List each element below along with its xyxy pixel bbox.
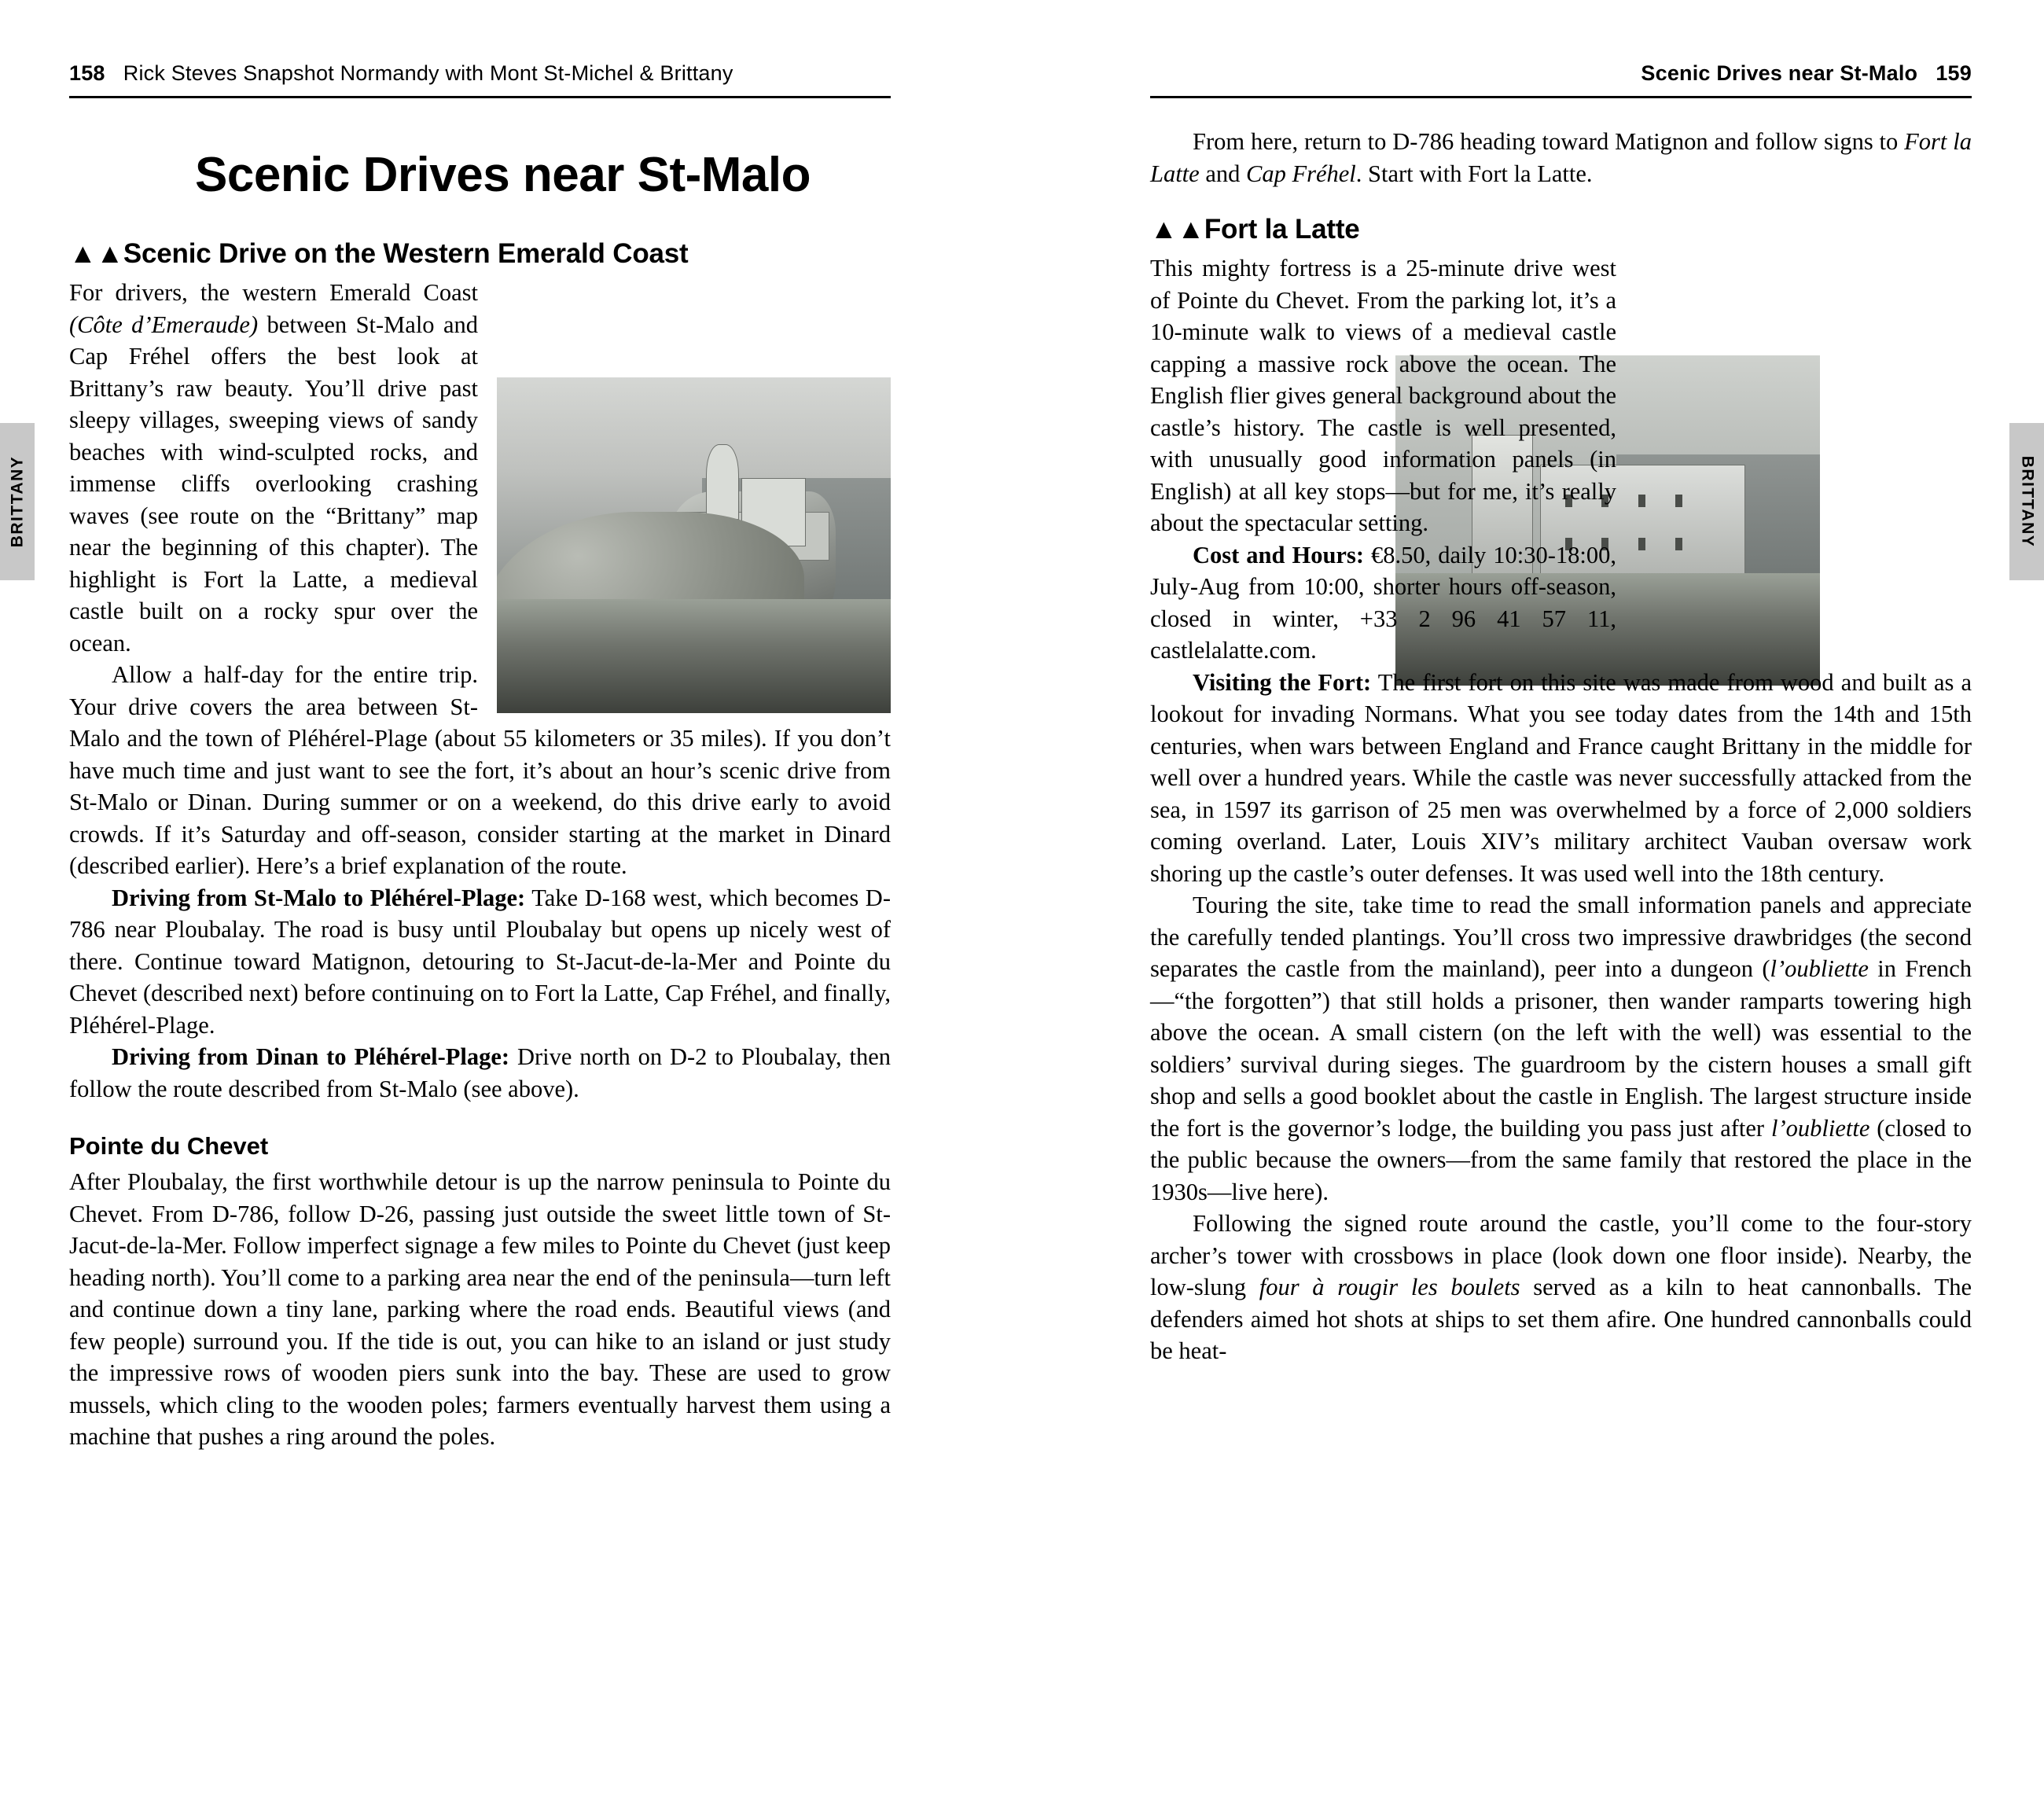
paragraph-return-d786: From here, return to D-786 heading toward Matignon and follow signs to Fort la Latte and Cap Fréhel. Start with Fort la Latte. <box>1150 128 1972 187</box>
paragraph-driving-stmalo: Driving from St-Malo to Pléhérel-Plage: Take D-168 west, which becomes D-786 near Ploubalay. The road is busy until Ploubalay but opens up nicely west of there. Continue toward Matignon, detouring to St-Jacut-de-la-Mer and Pointe du Chevet (described next) before continuing on to Fort la Latte, Cap Fréhel, and finally, Pléhérel-Plage. <box>69 884 891 1039</box>
subsection-heading-pointe-du-chevet: Pointe du Chevet <box>69 1132 269 1160</box>
thumb-tab-left-label: BRITTANY <box>8 455 27 548</box>
paragraph-intro: For drivers, the western Emerald Coast (Côte d’Emeraude) between St-Malo and Cap Fréhel offers the best look at Brittany’s raw beauty. You’ll drive past sleepy villages, sweeping views of sandy beaches with wind-sculpted rocks, and immense cliffs overlooking crashing waves (see route on the “Brittany” map near the beginning of this chapter). The highlight is Fort la Latte, a medieval castle built on a rocky spur over the ocean. <box>69 279 478 657</box>
running-head-right-title: Scenic Drives near St-Malo <box>1641 61 1918 85</box>
section-heading-scenic-drive: ▲▲Scenic Drive on the Western Emerald Coast <box>69 238 689 269</box>
thumb-tab-left <box>0 423 35 580</box>
paragraph-pointe-du-chevet: After Ploubalay, the first worthwhile detour is up the narrow peninsula to Pointe du Chevet. From D-786, follow D-26, passing just outside the sweet little town of St-Jacut-de-la-Mer. Follow imperfect signage a few miles to Pointe du Chevet (just keep heading north). You’ll come to a parking area near the end of the peninsula—turn left and continue down a tiny lane, parking where the road ends. Beautiful views (and few people) surround you. If the tide is out, you can hike to an island or just study the impressive rows of wooden piers sunk into the bay. These are used to grow mussels, which cling to the wooden poles; farmers eventually harvest them using a machine that pushes a ring around the poles. <box>69 1168 891 1450</box>
running-head-rule-right <box>1150 96 1972 98</box>
left-page-column <box>69 126 891 1453</box>
photo-wrap-spacer <box>478 370 891 717</box>
section-heading-fort-la-latte: ▲▲Fort la Latte <box>1150 214 1360 245</box>
running-head-left <box>69 61 733 86</box>
paragraph-fort-intro: This mighty fortress is a 25-minute drive west of Pointe du Chevet. From the parking lot, it’s a 10-minute walk to views of a medieval castle capping a massive rock above the ocean. The English flier gives general background about the castle’s history. The castle is well presented, with unusually good information panels (in English) at all key stops—but for me, it’s really about the spectacular setting. <box>1150 255 1616 536</box>
running-head-left-title: Rick Steves Snapshot Normandy with Mont St-Michel & Brittany <box>123 61 733 85</box>
page-title: Scenic Drives near St-Malo <box>195 148 811 202</box>
running-head-rule-left <box>69 96 891 98</box>
paragraph-driving-dinan: Driving from Dinan to Pléhérel-Plage: Drive north on D-2 to Ploubalay, then follow the route described from St-Malo (see above). <box>69 1043 891 1102</box>
folio-left: 158 <box>69 61 105 85</box>
paragraph-touring-the-site: Touring the site, take time to read the small information panels and appreciate the carefully tended plantings. You’ll cross two impressive drawbridges (the second separates the castle from the mainland), peer into a dungeon (l’oubliette in French—“the forgotten”) that still holds a prisoner, then wander ramparts towering high above the ocean. A small cistern (on the left with the well) was essential to the soldiers’ survival during sieges. The guardroom by the cistern houses a small gift shop and sells a good booklet about the castle in English. The largest structure inside the fort is the governor’s lodge, the building you pass just after l’oubliette (closed to the public because the owners—from the same family that restored the place in the 1930s—live here). <box>1150 892 1972 1205</box>
thumb-tab-right <box>2009 423 2044 580</box>
paragraph-visiting-the-fort: Visiting the Fort: The first fort on this site was made from wood and built as a lookout for invading Normans. What you see today dates from the 14th and 15th centuries, when wars between England and France caught Brittany in the middle for well over a hundred years. While the castle was never successfully attacked from the sea, in 1597 its garrison of 25 men was overwhelmed by a force of 2,000 soldiers coming overland. Later, Louis XIV’s military architect Vauban oversaw work shoring up the castle’s outer defenses. It was used well into the 18th century. <box>1150 668 1972 887</box>
thumb-tab-right-label: BRITTANY <box>2018 455 2037 548</box>
paragraph-following-signed-route: Following the signed route around the castle, you’ll come to the four-story archer’s tower with crossbows in place (look down one floor inside). Nearby, the low-slung four à rougir les boulets served as a kiln to heat cannonballs. The defenders aimed hot shots at ships to set them afire. One hundred cannonballs could be heat- <box>1150 1210 1972 1364</box>
running-head-right <box>1641 61 1972 86</box>
paragraph-allow-half-day: Allow a half-day for the entire trip. Your drive covers the area between St-Malo and the town of Pléhérel-Plage (about 55 kilometers or 35 miles). If you don’t have much time and just want to see the fort, it’s about an hour’s scenic drive from St-Malo or Dinan. During summer or on a weekend, do this drive early to avoid crowds. If it’s Saturday and off-season, consider starting at the market in Dinard (described earlier). Here’s a brief explanation of the route. <box>69 661 891 879</box>
paragraph-cost-and-hours: Cost and Hours: €8.50, daily 10:30-18:00, July-Aug from 10:00, shorter hours off-season, closed in winter, +33 2 96 41 57 11, castlelalatte.com. <box>1150 541 1616 664</box>
folio-right: 159 <box>1936 61 1972 85</box>
right-page-column <box>1150 126 1972 1367</box>
photo-wrap-spacer <box>1616 315 1972 661</box>
